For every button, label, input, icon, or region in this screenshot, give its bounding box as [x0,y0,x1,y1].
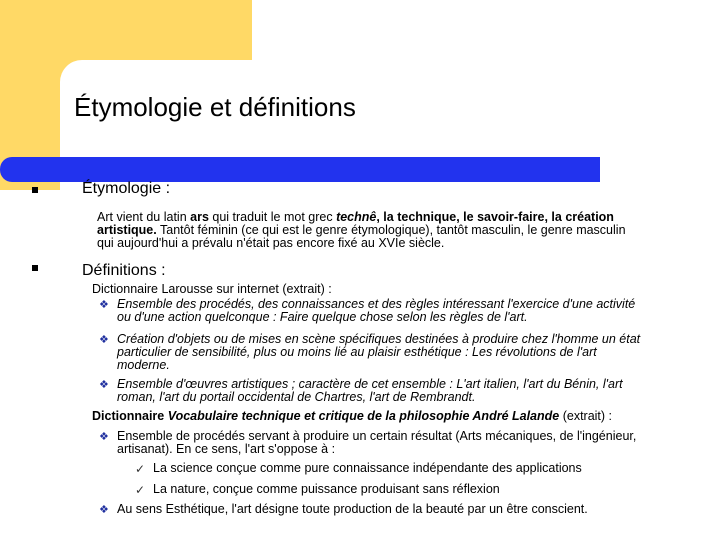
lalande-def-1-line-1: Ensemble de procédés servant à produire un certain résultat (Arts mécaniques, de l'ingénieur, [117,429,637,443]
larousse-def-3-line-1: Ensemble d'œuvres artistiques ; caractère de cet ensemble : L'art italien, l'art du Bénin, l'art [117,377,623,391]
diamond-bullet-icon: ❖ [99,299,109,311]
lalande-def-1-line-2: artisanat). En ce sens, l'art s'oppose à : [117,442,336,456]
larousse-def-2-line-3: moderne. [117,358,170,372]
text-fragment: qui traduit le mot grec [208,210,337,224]
text-fragment: sur internet (extrait) : [212,282,332,296]
lalande-source [92,410,612,423]
text-fragment: Dictionnaire [92,409,168,423]
etymology-line-3: qui aujourd'hui a prévalu n'était pas encore fixé au XVIe siècle. [97,236,445,250]
text-fragment: (extrait) : [559,409,613,423]
definitions-heading: Définitions : [82,262,166,279]
lalande-check-2: La nature, conçue comme puissance produisant sans réflexion [153,482,500,496]
slide-title: Étymologie et définitions [74,92,356,122]
text-fragment: vient du latin [112,210,191,224]
diamond-bullet-icon: ❖ [99,379,109,391]
decor-blue-bar [0,157,600,182]
larousse-def-1-line-2: ou d'une action quelconque : Faire quelque chose selon les règles de l'art. [117,310,528,324]
word-ars: ars [190,210,209,224]
word-art: Art [97,210,113,224]
text-fragment: , la technique, le savoir-faire, la création [376,210,614,224]
square-bullet-icon [32,187,38,193]
word-artistique: artistique. [97,223,157,237]
diamond-bullet-icon: ❖ [99,334,109,346]
check-bullet-icon: ✓ [135,462,146,476]
larousse-source [92,283,332,296]
larousse-def-2-line-1: Création d'objets ou de mises en scène spécifiques destinées à produire chez l'homme un état [117,332,641,346]
square-bullet-icon [32,265,38,271]
lalande-def-2: Au sens Esthétique, l'art désigne toute production de la beauté par un être conscient. [117,502,588,516]
word-techne: technê [336,210,377,224]
larousse-def-2-line-2: particulier de sensibilité, plus ou moins lié au plaisir esthétique : Les révolutions de l'art [117,345,597,359]
text-fragment: Tantôt féminin (ce qui est le genre étymologique), tantôt masculin, le genre masculin [156,223,626,237]
check-bullet-icon: ✓ [135,483,146,497]
larousse-def-1-line-1: Ensemble des procédés, des connaissances et des règles intéressant l'exercice d'une activité [117,297,636,311]
dictionary-name: Dictionnaire Larousse [92,282,213,296]
lalande-check-1: La science conçue comme pure connaissance indépendante des applications [153,461,582,475]
diamond-bullet-icon: ❖ [99,504,109,516]
larousse-def-3-line-2: roman, l'art du portail occidental de Chartres, l'art de Rembrandt. [117,390,476,404]
diamond-bullet-icon: ❖ [99,431,109,443]
dictionary-name: Vocabulaire technique et critique de la philosophie André Lalande [167,409,560,423]
etymology-heading: Étymologie : [82,180,171,197]
